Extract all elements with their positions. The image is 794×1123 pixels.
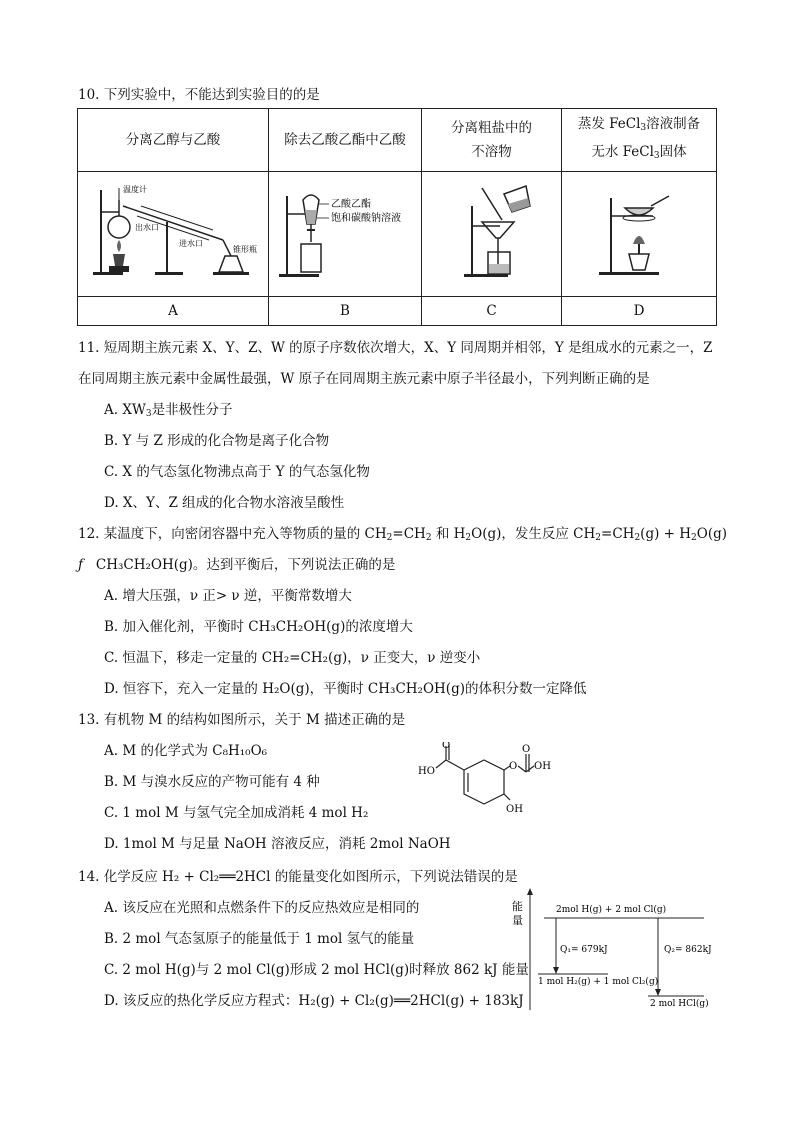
- level-mid: 1 mol H₂(g) + 1 mol Cl₂(g): [538, 977, 659, 987]
- label-ester: 乙酸乙酯: [330, 199, 371, 210]
- q14-stem: 14. 化学反应 H₂ + Cl₂══2HCl 的能量变化如图所示，下列说法错误的是: [78, 869, 518, 885]
- header-a: 分离乙醇与乙酸: [78, 109, 269, 172]
- label-water-in: 进水口: [179, 239, 203, 248]
- q14-option-a: A. 该反应在光照和点燃条件下的反应热效应是相同的: [104, 900, 420, 916]
- header-d: 蒸发 FeCl$_3$溶液制备 无水 FeCl$_3$固体: [562, 109, 717, 172]
- q10-stem: 10. 下列实验中，不能达到实验目的的是: [78, 87, 320, 103]
- q12-stem-line1: 12. 某温度下，向密闭容器中充入等物质的量的 $CH_2=CH_2$ 和 $H_2O(g)$，发生反应 $CH_2=CH_2(g) + H_2O(g)$: [78, 526, 727, 543]
- q11-stem-line1: 11. 短周期主族元素 X、Y、Z、W 的原子序数依次增大，X、Y 同周期并相邻，Y 是组成水的元素之一，Z: [78, 340, 713, 356]
- q14-option-d: D. 该反应的热化学反应方程式：H₂(g) + Cl₂(g)══2HCl(g) + 183kJ: [104, 993, 524, 1009]
- label-c: C: [422, 297, 562, 326]
- q13-option-c: C. 1 mol M 与氢气完全加成消耗 4 mol H₂: [104, 805, 369, 821]
- label-carbonate: 饱和碳酸钠溶液: [330, 213, 401, 224]
- level-top: 2mol H(g) + 2 mol Cl(g): [556, 905, 667, 915]
- q11-option-d: D. X、Y、Z 组成的化合物水溶液呈酸性: [104, 495, 345, 511]
- q12-option-b: B. 加入催化剂，平衡时 CH₃CH₂OH(g)的浓度增大: [104, 619, 413, 635]
- q14-option-b: B. 2 mol 气态氢原子的能量低于 1 mol 氢气的能量: [104, 931, 415, 947]
- apparatus-distillation: [78, 172, 269, 297]
- q13-option-b: B. M 与溴水反应的产物可能有 4 种: [104, 774, 320, 790]
- label-flask: 锥形瓶: [233, 245, 257, 254]
- svg-text:O: O: [442, 742, 451, 751]
- energy-diagram: [508, 886, 720, 1012]
- svg-text:HO: HO: [418, 766, 435, 777]
- label-water-out: 出水口: [135, 223, 159, 232]
- energy-axis-label-2: 量: [512, 914, 523, 927]
- q14-option-c: C. 2 mol H(g)与 2 mol Cl(g)形成 2 mol HCl(g)时释放 862 kJ 能量: [104, 962, 529, 978]
- apparatus-evaporation: [562, 172, 717, 297]
- label-q2: Q₂= 862kJ: [664, 945, 712, 955]
- experiment-table: [77, 108, 717, 326]
- q13-option-d: D. 1mol M 与足量 NaOH 溶液反应，消耗 2mol NaOH: [104, 836, 451, 852]
- q11-option-c: C. X 的气态氢化物沸点高于 Y 的气态氢化物: [104, 464, 370, 480]
- header-c: 分离粗盐中的 不溶物: [422, 109, 562, 172]
- apparatus-filtration: [422, 172, 562, 297]
- q12-option-c: C. 恒温下，移走一定量的 CH₂=CH₂(g)，ν 正变大，ν 逆变小: [104, 650, 481, 666]
- q11-stem-line2: 在同周期主族元素中金属性最强，W 原子在同周期主族元素中原子半径最小，下列判断正确的是: [78, 371, 650, 387]
- q11-option-a: A. $XW_3$是非极性分子: [104, 402, 233, 419]
- energy-axis-label-1: 能: [512, 900, 523, 913]
- label-d: D: [562, 297, 717, 326]
- svg-text:OH: OH: [506, 804, 523, 815]
- q12-stem-line2: ƒ CH₃CH₂OH(g)。达到平衡后，下列说法正确的是: [78, 557, 396, 573]
- q13-option-a: A. M 的化学式为 C₈H₁₀O₆: [104, 743, 268, 759]
- q12-option-a: A. 增大压强，ν 正> ν 逆，平衡常数增大: [104, 588, 352, 604]
- level-bottom: 2 mol HCl(g): [650, 999, 709, 1009]
- label-a: A: [78, 297, 269, 326]
- label-thermometer: 温度计: [123, 185, 147, 194]
- q11-option-b: B. Y 与 Z 形成的化合物是离子化合物: [104, 433, 330, 449]
- apparatus-separatory-funnel: [269, 172, 422, 297]
- q12-option-d: D. 恒容下，充入一定量的 H₂O(g)，平衡时 CH₃CH₂OH(g)的体积分数一定降低: [104, 681, 587, 697]
- label-b: B: [269, 297, 422, 326]
- header-b: 除去乙酸乙酯中乙酸: [269, 109, 422, 172]
- label-q1: Q₁= 679kJ: [560, 945, 608, 955]
- svg-text:OH: OH: [534, 761, 551, 772]
- molecule-structure: [418, 742, 558, 838]
- svg-text:O: O: [522, 744, 531, 755]
- svg-text:O: O: [509, 761, 518, 772]
- q13-stem: 13. 有机物 M 的结构如图所示，关于 M 描述正确的是: [78, 712, 406, 728]
